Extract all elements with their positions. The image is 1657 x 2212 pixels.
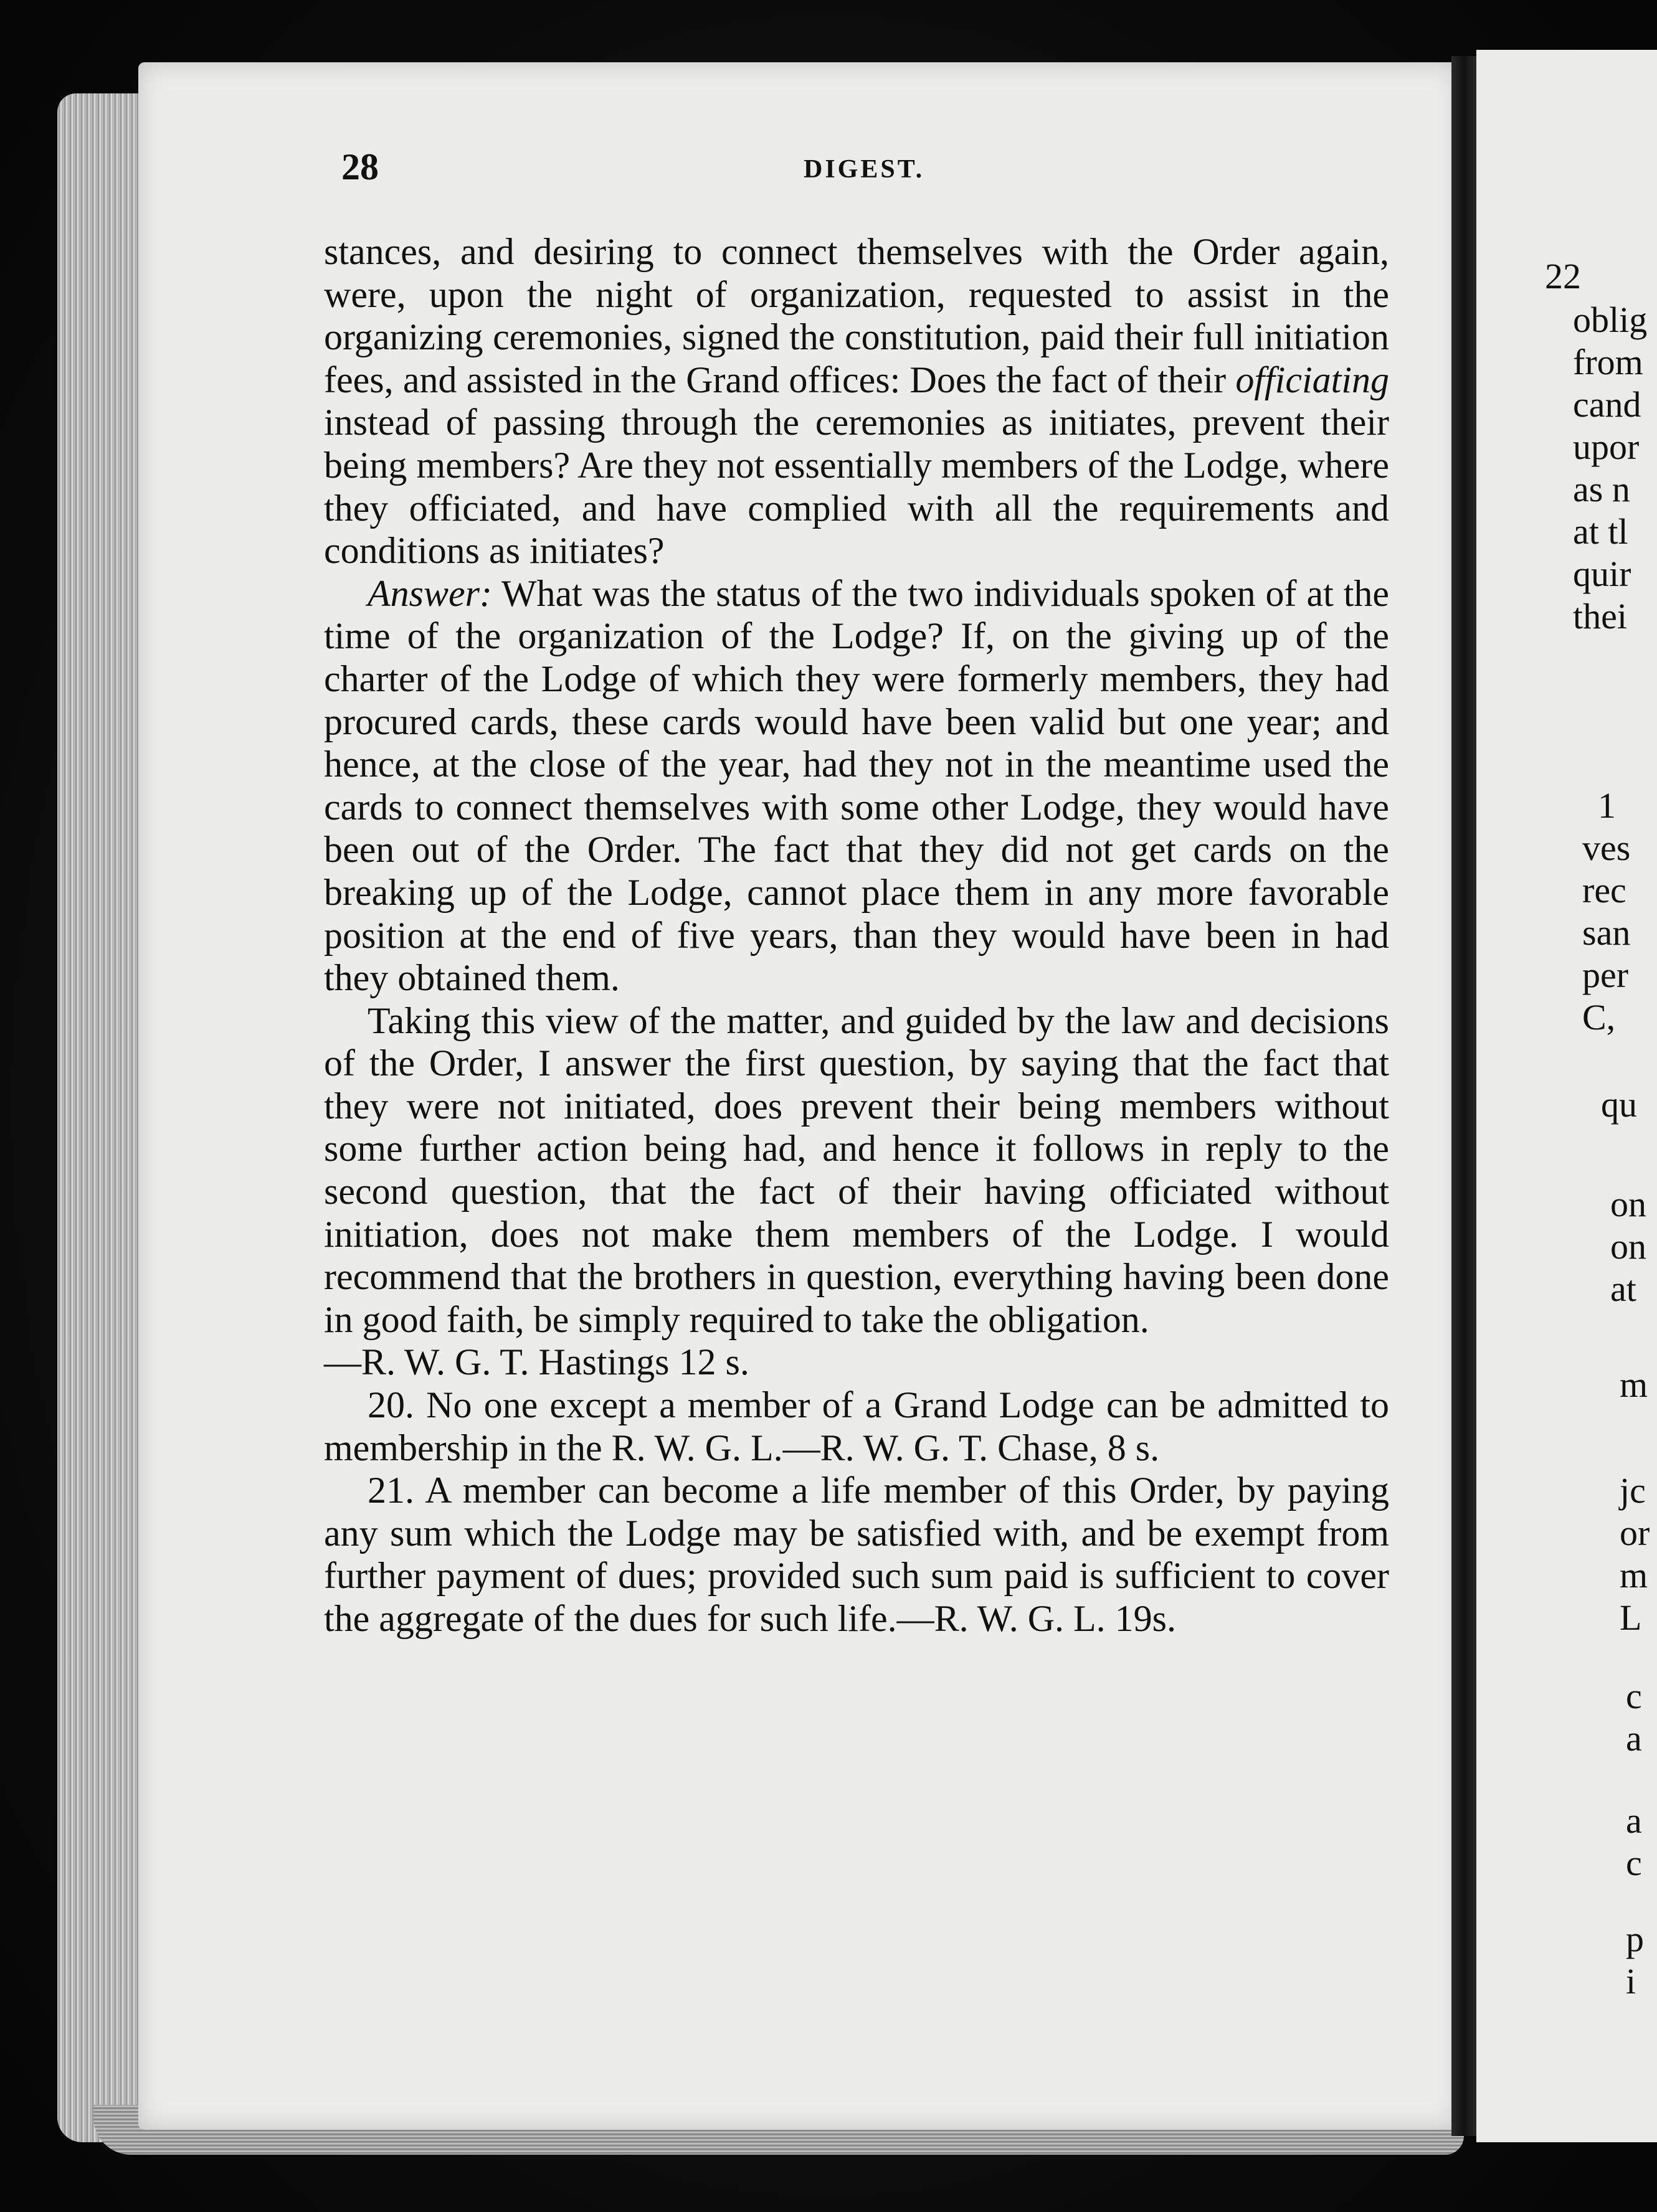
right-fragment: ves [1582,828,1631,868]
item-21: 21. A member can become a life member of this Order, by paying any sum which the Lodge may be satisfied with, and be exempt from further payment of dues; provided such sum paid is sufficient to cover the aggregate of the dues for such life.—R. W. G. L. 19s. [324,1470,1389,1639]
right-fragment: thei [1573,596,1627,636]
paragraph-ruling [324,1000,1389,1341]
right-fragment: i [1626,1961,1636,2002]
right-fragment: upor [1573,427,1640,467]
right-fragment: quir [1573,554,1631,594]
running-head: DIGEST. [804,155,925,184]
body-text [324,230,1389,1640]
right-fragment: rec [1582,870,1626,910]
right-fragment: qu [1601,1084,1637,1125]
ruling-text: Taking this view of the matter, and guided by the law and decisions of the Order, I answer the first question, by saying that the fact that they were not initiated, does prevent their being members without some further action being had, and hence it follows in reply to the second question, that the fact of their having officiated without initiation, does not make them members of the Lodge. I would recommend that the brothers in question, everything having been done in good faith, be simply required to take the obligation. [324,1000,1389,1340]
right-fragment: or [1620,1513,1650,1553]
paragraph-question [324,230,1389,572]
ruling-signature: —R. W. G. T. Hastings 12 s. [324,1341,749,1383]
right-fragment: 1 [1598,785,1616,826]
right-fragment: jc [1620,1470,1646,1511]
question-italic-word: officiating [1235,359,1389,400]
question-text-rest: instead of passing through the ceremonies as initiates, prevent their being members? Are they not essentially members of the Lodge, where they officiated, and have complied with all the requirements and conditions as initiates? [324,402,1389,572]
right-fragment: c [1626,1676,1642,1716]
right-fragment: oblig [1573,300,1648,340]
right-fragment: san [1582,912,1631,953]
right-fragment: from [1573,342,1643,382]
right-fragment: a [1626,1800,1642,1841]
right-fragment: per [1582,955,1629,995]
right-fragment: on [1610,1184,1646,1224]
right-fragment: a [1626,1718,1642,1759]
right-page [1476,50,1657,2142]
book-gutter [1451,56,1476,2136]
right-fragment: at [1610,1269,1636,1309]
right-fragment: 22 [1545,256,1581,296]
page-header [341,146,1400,196]
right-fragment: L [1620,1597,1642,1638]
right-fragment: at tl [1573,511,1628,552]
right-fragment: as n [1573,469,1630,509]
page-number: 28 [341,146,379,187]
right-fragment: cand [1573,384,1641,425]
answer-text: What was the status of the two individuals spoken of at the time of the organization of the Lodge? If, on the giving up of the charter of the Lodge of which they were formerly members, they had procured cards, these cards would have been valid but one year; and hence, at the close of the year, had they not in the meantime used the cards to connect themselves with some other Lodge, they would have been out of the Order. The fact that they did not get cards on the breaking up of the Lodge, cannot place them in any more favorable position at the end of five years, than they would have been in had they obtained them. [324,572,1390,999]
paragraph-answer [324,572,1389,1000]
right-fragment: p [1626,1919,1644,1959]
right-fragment: m [1620,1555,1648,1595]
right-fragment: on [1610,1226,1646,1267]
right-fragment: m [1620,1364,1648,1405]
right-fragment: c [1626,1843,1642,1883]
question-text: stances, and desiring to connect themselves with the Order again, were, upon the night of organization, requested to assist in the organizing ceremonies, signed the constitution, paid their full initiation fees, and assisted in the Grand offices: Does the fact of their [324,231,1389,400]
item-20: 20. No one except a member of a Grand Lodge can be admitted to membership in the R. W. G. L.—R. W. G. T. Chase, 8 s. [324,1384,1389,1468]
right-fragment: C, [1582,997,1616,1037]
answer-label: Answer: [368,572,492,614]
